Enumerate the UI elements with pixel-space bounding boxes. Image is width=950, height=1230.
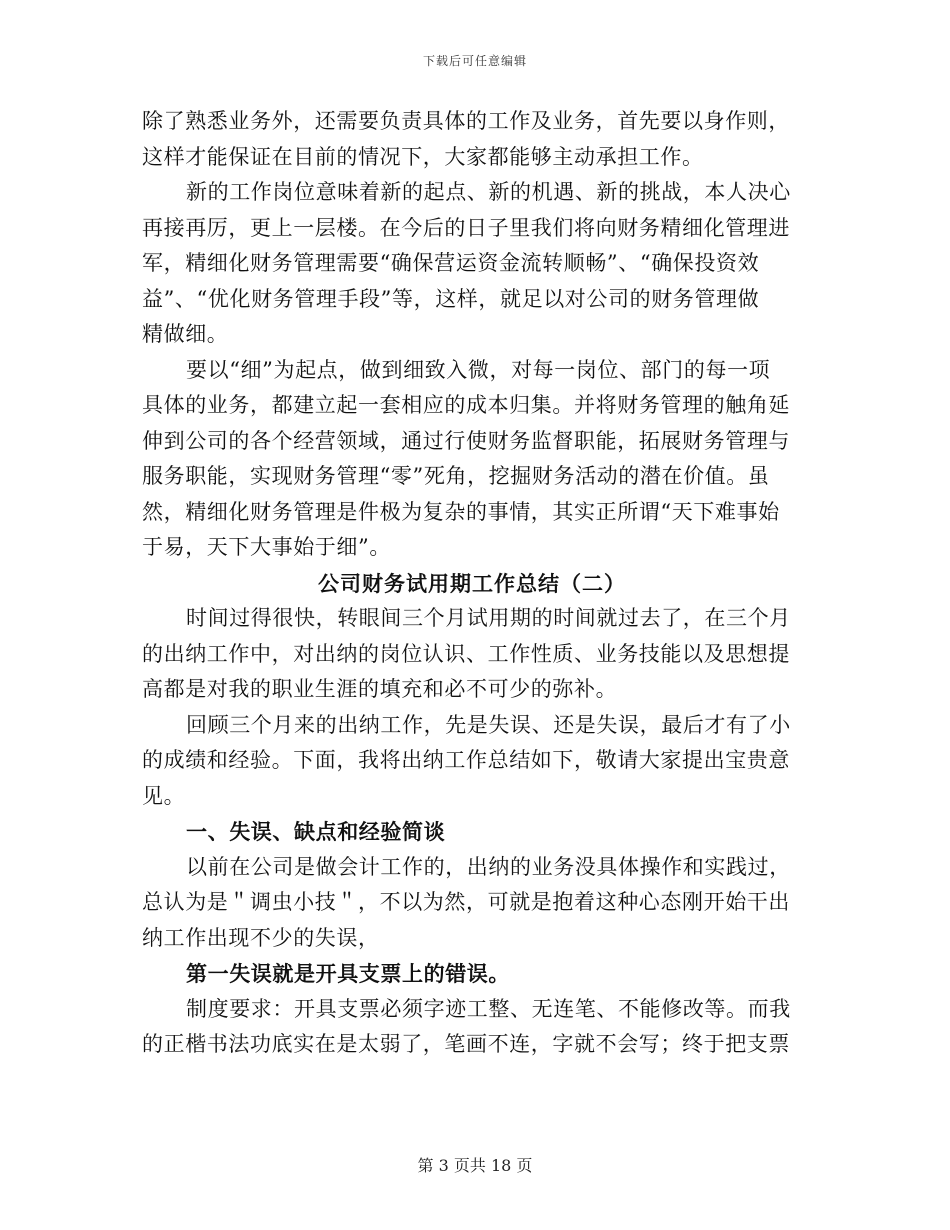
text-line: 然，精细化财务管理是件极为复杂的事情，其实正所谓“天下难事始 (142, 499, 780, 524)
text-line: 回顾三个月来的出纳工作，先是失误、还是失误，最后才有了小 (186, 712, 791, 737)
text-line: 军，精细化财务管理需要“确保营运资金流转顺畅”、“确保投资效 (142, 251, 760, 275)
text-line: 除了熟悉业务外，还需要负责具体的工作及业务，首先要以身作则， (142, 109, 790, 133)
text-line: 精做细。 (142, 322, 229, 346)
text-line: 以前在公司是做会计工作的，出纳的业务没具体操作和实践过， (186, 854, 791, 879)
text-line: 制度要求：开具支票必须字迹工整、无连笔、不能修改等。而我 (186, 996, 791, 1021)
text-line: 伸到公司的各个经营领域，通过行使财务监督职能，拓展财务管理与 (142, 428, 790, 453)
text-line: 于易，天下大事始于细”。 (142, 535, 391, 559)
text-line: 这样才能保证在目前的情况下，大家都能够主动承担工作。 (142, 144, 704, 169)
text-line: 具体的业务，都建立起一套相应的成本归集。并将财务管理的触角延 (142, 393, 790, 417)
text-line: 再接再厉，更上一层楼。在今后的日子里我们将向财务精细化管理进 (142, 215, 790, 240)
text-line: 纳工作出现不少的失误， (142, 925, 380, 950)
text-line: 见。 (142, 783, 186, 808)
text-line: 服务职能，实现财务管理“零”死角，挖掘财务活动的潜在价值。虽 (142, 464, 770, 488)
document-body (142, 104, 802, 1063)
text-line: 的成绩和经验。下面，我将出纳工作总结如下，敬请大家提出宝贵意 (142, 748, 790, 772)
page-footer: 第 3 页共 18 页 (417, 1156, 533, 1175)
text-line: 的出纳工作中，对出纳的岗位认识、工作性质、业务技能以及思想提 (142, 641, 790, 666)
section-title: 公司财务试用期工作总结（二） (318, 570, 626, 596)
subheading: 一、失误、缺点和经验简谈 (186, 819, 446, 844)
subheading: 第一失误就是开具支票上的错误。 (186, 961, 510, 986)
text-line: 的正楷书法功底实在是太弱了，笔画不连，字就不会写；终于把支票 (142, 1032, 790, 1056)
text-line: 时间过得很快，转眼间三个月试用期的时间就过去了，在三个月 (186, 606, 791, 630)
text-line: 益”、“优化财务管理手段”等，这样，就足以对公司的财务管理做 (142, 286, 760, 311)
text-line: 高都是对我的职业生涯的填充和必不可少的弥补。 (142, 677, 618, 701)
text-line: 总认为是＂调虫小技＂，不以为然，可就是抱着这种心态刚开始干出 (142, 890, 790, 914)
text-line: 要以“细”为起点，做到细致入微，对每一岗位、部门的每一项 (186, 357, 771, 382)
page-header: 下载后可任意编辑 (422, 54, 527, 68)
text-line: 新的工作岗位意味着新的起点、新的机遇、新的挑战，本人决心 (186, 180, 791, 204)
